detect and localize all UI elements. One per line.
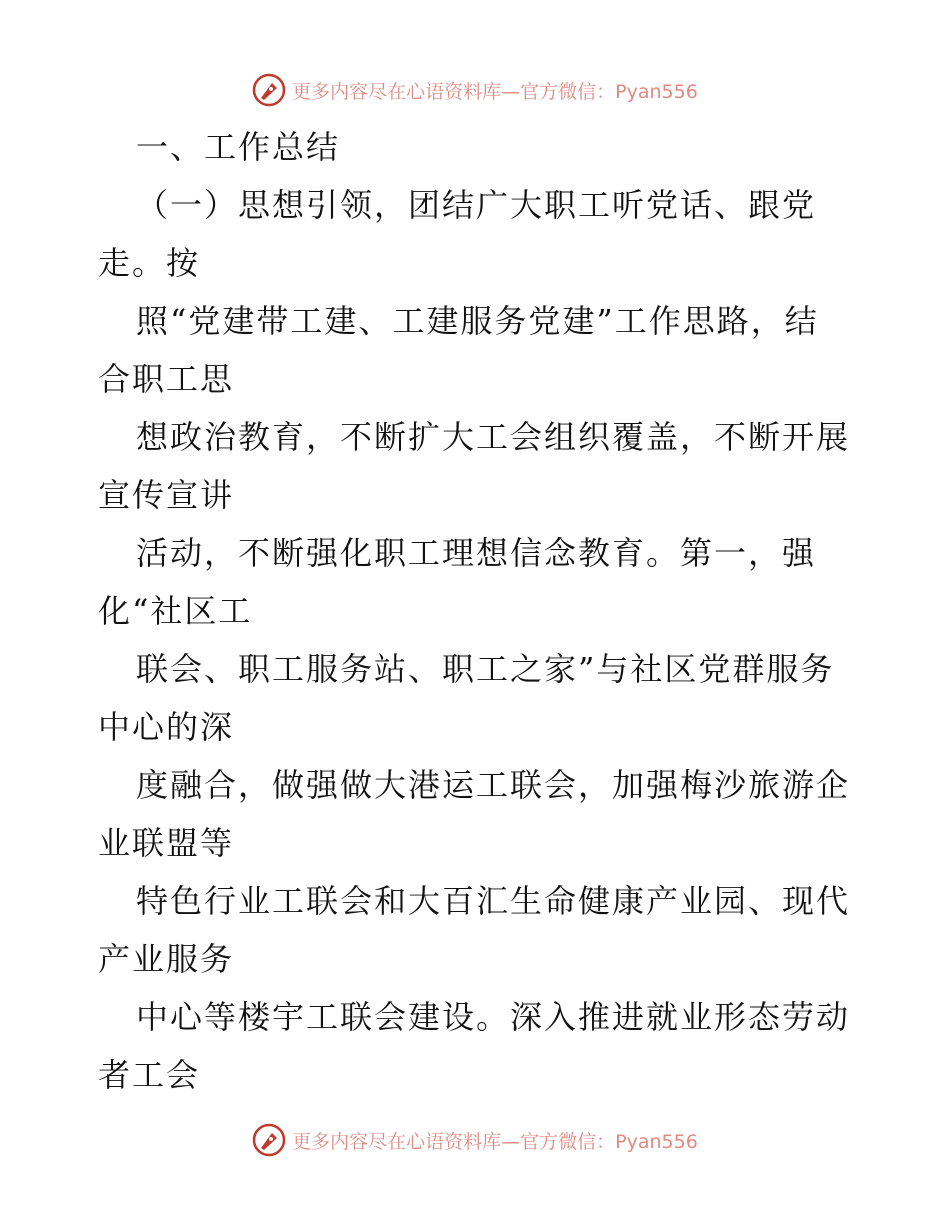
text-line: 度融合，做强做大港运工联会，加强梅沙旅游企	[136, 766, 851, 804]
text-line: 化“社区工	[98, 592, 253, 630]
header-banner	[0, 70, 950, 110]
header-banner-text: 更多内容尽在心语资料库—官方微信：Pyan556	[292, 80, 698, 103]
text-line: 中心等楼宇工联会建设。深入推进就业形态劳动	[136, 998, 851, 1036]
text-line: 宣传宣讲	[98, 476, 235, 514]
document-body	[98, 118, 858, 1104]
text-line: 特色行业工联会和大百汇生命健康产业园、现代	[136, 882, 851, 920]
text-line: 者工会	[98, 1056, 201, 1094]
text-line: 一、工作总结	[136, 128, 341, 166]
footer-banner-text: 更多内容尽在心语资料库—官方微信：Pyan556	[292, 1130, 698, 1153]
text-line: 想政治教育，不断扩大工会组织覆盖，不断开展	[136, 418, 851, 456]
text-line: 走。按	[98, 244, 201, 282]
text-line: （一）思想引领，团结广大职工听党话、跟党	[136, 186, 817, 224]
text-line: 联会、职工服务站、职工之家”与社区党群服务	[136, 650, 835, 688]
text-line: 活动，不断强化职工理想信念教育。第一，强	[136, 534, 817, 572]
text-line: 业联盟等	[98, 824, 235, 862]
text-line: 合职工思	[98, 360, 235, 398]
text-line: 产业服务	[98, 940, 235, 978]
pen-nib-icon	[252, 1123, 286, 1157]
pen-nib-icon	[252, 73, 286, 107]
text-line: 照“党建带工建、工建服务党建”工作思路，结	[136, 302, 819, 340]
footer-banner	[0, 1120, 950, 1160]
text-line: 中心的深	[98, 708, 235, 746]
